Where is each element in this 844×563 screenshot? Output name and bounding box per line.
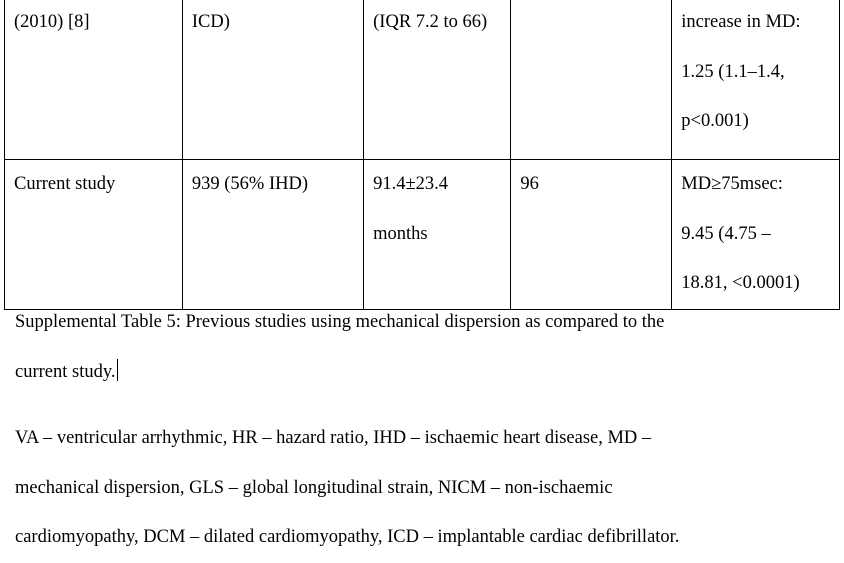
table-cell-study — [5, 160, 183, 310]
cell-text: MD≥75msec: — [681, 174, 783, 194]
cell-text: (2010) [8] — [14, 12, 90, 32]
table-cell-result — [672, 160, 840, 310]
table-cell-follow-up — [364, 0, 511, 160]
cell-text: 1.25 (1.1–1.4, — [681, 61, 785, 82]
table-cell-events — [511, 160, 672, 310]
cell-text: (IQR 7.2 to 66) — [373, 12, 488, 32]
studies-table — [4, 0, 840, 310]
table-cell-study — [5, 0, 183, 160]
table-cell-events — [511, 0, 672, 160]
table-caption[interactable] — [15, 298, 835, 397]
cell-text: 939 (56% IHD) — [191, 174, 308, 194]
table-cell-follow-up — [364, 160, 511, 310]
abbreviations-paragraph — [15, 414, 840, 563]
cell-text: 91.4±23.4 — [373, 174, 449, 194]
abbreviations-line: mechanical dispersion, GLS – global longitudinal strain, NICM – non-ischaemic — [15, 477, 613, 498]
table-cell-population — [182, 160, 363, 310]
caption-line — [15, 348, 835, 398]
text-cursor — [117, 359, 118, 381]
table-row — [5, 0, 840, 160]
cell-text: Current study — [14, 174, 116, 194]
cell-text: 9.45 (4.75 – — [681, 223, 771, 244]
cell-text: 96 — [520, 174, 539, 194]
table-cell-population — [182, 0, 363, 160]
abbreviations-line: cardiomyopathy, DCM – dilated cardiomyopathy, ICD – implantable cardiac defibrillator. — [15, 527, 680, 547]
abbreviations-line: VA – ventricular arrhythmic, HR – hazard ratio, IHD – ischaemic heart disease, MD – — [15, 428, 652, 448]
table-cell-result — [672, 0, 840, 160]
cell-text: ICD) — [191, 12, 230, 32]
cell-text: 18.81, <0.0001) — [681, 273, 800, 293]
cell-text: p<0.001) — [681, 111, 749, 131]
caption-line: Supplemental Table 5: Previous studies using mechanical dispersion as compared to the — [15, 312, 665, 332]
cell-text: increase in MD: — [681, 12, 801, 32]
cell-text: months — [373, 223, 428, 244]
caption-line-text: current study. — [15, 361, 116, 382]
table-row — [5, 160, 840, 310]
